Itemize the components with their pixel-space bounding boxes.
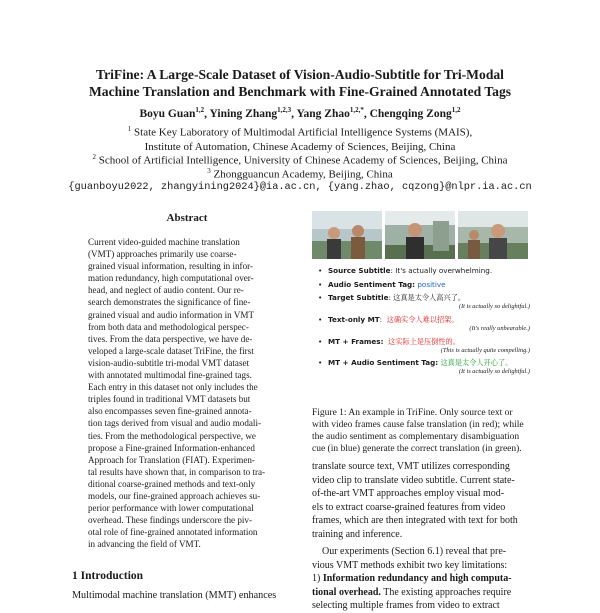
body-line: Our experiments (Section 6.1) reveal that pre- [322,546,507,557]
affiliation-text: Institute of Automation, Chinese Academy of Sciences, Beijing, China [144,140,456,153]
body-text: The existing approaches require [380,586,512,598]
abstract-line: tal results have shown that, in comparison to tra- [88,466,266,477]
section-heading: 1 Introduction [72,570,144,582]
abstract-line: grained visual and audio information in VMT [88,309,255,320]
abstract-line: triples found in traditional VMT datasets but [88,394,251,405]
video-frame-1 [312,211,382,259]
abstract-line: grained visual information, resulting in infor- [88,261,253,272]
figure-caption [312,407,530,455]
body-line: of-the-art VMT approaches employ visual mod- [312,488,505,499]
figure-item-label: Text-only MT [328,315,380,324]
abstract-heading: Abstract [166,212,208,224]
figure-item-text: 这实际上是压倒性的。 [388,337,460,346]
caption-line: Figure 1: An example in TriFine. Only source text or [312,408,513,418]
figure-item: • Source Subtitle: It's actually overwhelming. [318,266,493,275]
video-frame-2 [385,211,455,259]
abstract-line: Current video-guided machine translation [88,237,240,247]
figure-item-text: It's actually overwhelming. [395,266,493,275]
body-line: translate source text, VMT utilizes corresponding [312,461,510,472]
figure-video-frames [312,211,528,259]
affiliation-1 [0,122,600,154]
abstract-line: models, our fine-grained approach achieves su- [88,490,261,501]
body-line: frames, which are then integrated with text for both [312,515,518,526]
author-name: Yang Zhao [296,107,350,120]
figure-item-note: (It's really unbearable.) [469,325,530,332]
figure-item: • MT + Frames: 这实际上是压倒性的。 [318,337,460,346]
bold-text: tional overhead. [312,586,381,598]
figure-item-note: (This is actually quite compelling.) [440,347,530,354]
figure-item-label: Target Subtitle [328,293,389,302]
figure-item: • Text-only MT: 这确实令人难以招架。 [318,315,459,324]
body-line-mixed [312,586,530,600]
body-line: selecting multiple frames from video to extract [312,600,500,611]
abstract-line: search demonstrates the significance of fine- [88,297,251,308]
abstract-line: perior performance with lower computational [88,503,254,514]
abstract-line: veloped a large-scale dataset TriFine, the first [88,345,254,356]
affiliation-text: School of Artificial Intelligence, University of Chinese Academy of Sciences, Beijing, China [98,154,508,167]
figure-item-text: 这确实令人难以招架。 [386,315,459,324]
body-line: training and inference. [312,528,403,540]
affiliation-3 [0,164,600,182]
title-line-1: TriFine: A Large-Scale Dataset of Vision-Audio-Subtitle for Tri-Modal [96,67,504,82]
abstract-line: tion tags derived from visual and audio modali- [88,418,261,429]
bold-text: Information redundancy and high computa- [322,573,512,584]
body-line: vious VMT methods exhibit two key limitations: [312,559,508,571]
abstract-line: with annotated multimodal fine-grained tags. [88,370,252,381]
figure-item: • Audio Sentiment Tag: positive [318,280,446,289]
abstract-line: Each entry in this dataset not only includes the [88,382,258,393]
abstract-line: from both data and methodological perspec- [88,321,249,332]
figure-item-text: 这真是太令人高兴了。 [393,293,466,302]
author-name: Boyu Guan [139,107,196,120]
author-sup: 1,2 [451,106,461,114]
caption-line: with video frames cause false translation (in red); while [312,420,524,430]
figure-item-label: Source Subtitle [328,266,391,275]
author-sup: 1,2,3 [277,106,292,114]
affiliation-text: Zhongguancun Academy, Beijing, China [213,168,393,181]
figure-item-text: 这真是太令人开心了。 [440,358,513,367]
section-text: Multimodal machine translation (MMT) enhances [72,590,277,601]
abstract-line: ties. From the methodological perspective, we [88,430,256,441]
figure-item-label: MT + Frames: [328,337,384,346]
author-sup: 1,2 [195,106,205,114]
figure-item-label: Audio Sentiment Tag: [328,280,416,289]
abstract-line: mation redundancy, high computational over- [88,273,254,284]
caption-line: the audio sentiment as complementary disambiguation [312,432,520,442]
affiliation-sup: 3 [207,167,211,175]
abstract-line: otal role of fine-grained annotated information [88,527,258,538]
title-line-2: Machine Translation and Benchmark with Fine-Grained Annotated Tags [88,84,512,99]
paper-title [0,66,600,100]
figure-item: • Target Subtitle: 这真是太令人高兴了。 [318,293,466,302]
figure-item: • MT + Audio Sentiment Tag: 这真是太令人开心了。 [318,358,513,367]
abstract-line: vision-audio-subtitle tri-modal VMT dataset [88,357,250,368]
body-line: els to extract coarse-grained features from video [312,501,506,513]
body-paragraph-2 [312,545,530,613]
body-paragraph-1 [312,460,530,541]
figure-item-label: MT + Audio Sentiment Tag: [328,358,439,367]
abstract-line: ditional coarse-grained methods and text-only [88,478,256,489]
list-prefix: 1) [312,573,323,584]
figure-item-note: (It is actually so delightful.) [458,303,530,310]
abstract-line: head, and neglect of audio content. Our re- [88,285,244,296]
abstract-line: (VMT) approaches primarily use coarse- [88,249,237,260]
author-name: Yining Zhang [209,107,278,120]
author-name: Chengqing Zong [369,107,452,120]
figure-item-note: (It is actually so delightful.) [458,368,530,375]
body-line: video clip to translate video subtitle. Current state- [312,474,515,486]
affiliation-text: State Key Laboratory of Multimodal Artificial Intelligence Systems (MAIS), [134,126,473,139]
abstract-line: in advancing the field of VMT. [88,539,201,550]
abstract-line: propose a Fine-grained Information-enhanced [88,442,255,453]
abstract-line: overhead. These findings underscore the piv- [88,515,252,526]
caption-line: cue (in blue) generate the correct translation (in green). [312,444,522,454]
author-emails[interactable]: {guanboyu2022, zhangyining2024}@ia.ac.cn, {yang.zhao, cqzong}@nlpr.ia.ac.cn [68,181,532,193]
video-frame-3 [458,211,528,259]
abstract-line: also encompasses seven fine-grained annota- [88,406,252,417]
author-sup: 1,2,* [349,106,364,114]
body-line-mixed [312,572,530,586]
abstract-body [88,236,288,550]
abstract-line: Approach for Translation (FIAT). Experimen- [88,454,255,465]
affiliation-sup: 1 [127,125,132,133]
figure-item-text: positive [417,280,446,289]
author-list: Boyu Guan$^{1,2}$, Yining Zhang$^{1,2,3}$, Yang Zhao$^{1,2,*}$, Chengqing Zong$^{1,2}$ [139,106,461,120]
abstract-line: tives. From the data perspective, we have de- [88,333,253,344]
affiliation-sup: 2 [92,153,96,161]
